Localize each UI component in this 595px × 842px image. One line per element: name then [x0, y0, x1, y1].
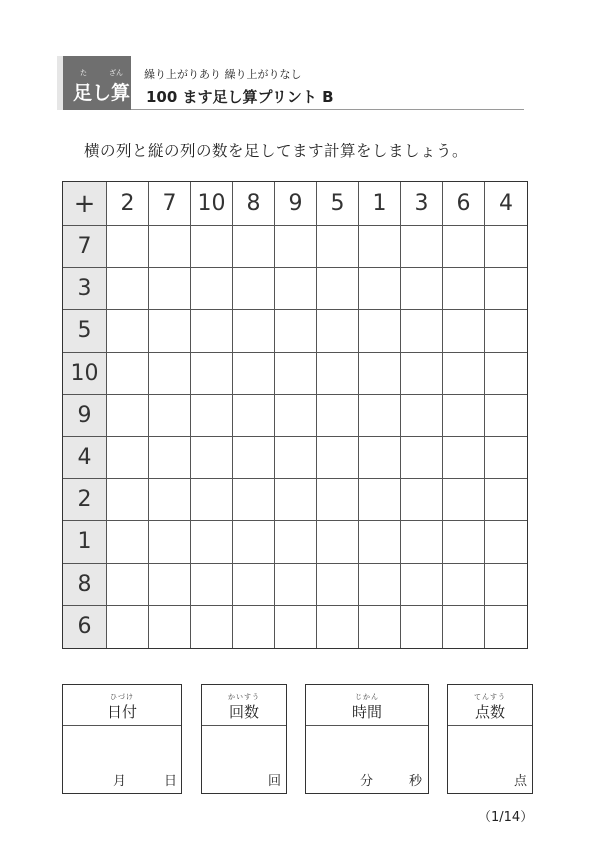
answer-cell[interactable]	[191, 437, 233, 479]
answer-cell[interactable]	[359, 564, 401, 606]
badge-label: 足し算	[73, 82, 131, 104]
time-label: 時間	[351, 703, 382, 721]
answer-cell[interactable]	[233, 564, 275, 606]
answer-cell[interactable]	[485, 564, 527, 606]
answer-cell[interactable]	[401, 564, 443, 606]
answer-cell[interactable]	[275, 310, 317, 352]
answer-cell[interactable]	[107, 395, 149, 437]
plus-sign-corner: +	[63, 182, 107, 226]
answer-cell[interactable]	[359, 353, 401, 395]
time-box-header	[306, 685, 428, 726]
time-ruby: じかん	[355, 693, 379, 701]
subtitle: 繰り上がりあり 繰り上がりなし	[144, 68, 302, 81]
answer-cell[interactable]	[485, 521, 527, 563]
answer-cell[interactable]	[107, 437, 149, 479]
answer-cell[interactable]	[191, 226, 233, 268]
date-label: 日付	[106, 703, 137, 721]
answer-cell[interactable]	[149, 395, 191, 437]
title-badge-fill	[63, 56, 131, 110]
score-box-header	[448, 685, 532, 726]
answer-cell[interactable]	[317, 268, 359, 310]
count-box-header	[202, 685, 286, 726]
answer-cell[interactable]	[485, 226, 527, 268]
answer-cell[interactable]	[191, 310, 233, 352]
answer-cell[interactable]	[275, 606, 317, 648]
answer-cell[interactable]	[317, 226, 359, 268]
answer-cell[interactable]	[149, 310, 191, 352]
answer-cell[interactable]	[485, 353, 527, 395]
answer-cell[interactable]	[275, 395, 317, 437]
answer-cell[interactable]	[275, 437, 317, 479]
answer-cell[interactable]	[485, 606, 527, 648]
answer-cell[interactable]	[233, 606, 275, 648]
answer-cell[interactable]	[401, 353, 443, 395]
answer-cell[interactable]	[317, 310, 359, 352]
column-header-cell: 7	[149, 182, 191, 226]
answer-cell[interactable]	[317, 437, 359, 479]
title-badge	[57, 56, 131, 110]
title-underline	[131, 109, 524, 110]
answer-cell[interactable]	[107, 606, 149, 648]
answer-cell[interactable]	[149, 606, 191, 648]
answer-cell[interactable]	[107, 268, 149, 310]
score-label: 点数	[474, 703, 505, 721]
row-header-cell: 10	[63, 353, 107, 395]
answer-cell[interactable]	[191, 564, 233, 606]
answer-cell[interactable]	[443, 310, 485, 352]
date-ruby: ひづけ	[110, 693, 134, 701]
answer-cell[interactable]	[191, 479, 233, 521]
answer-cell[interactable]	[401, 310, 443, 352]
answer-cell[interactable]	[359, 268, 401, 310]
answer-cell[interactable]	[233, 310, 275, 352]
answer-cell[interactable]	[317, 564, 359, 606]
column-header-cell: 1	[359, 182, 401, 226]
answer-cell[interactable]	[359, 521, 401, 563]
answer-cell[interactable]	[233, 521, 275, 563]
answer-cell[interactable]	[443, 564, 485, 606]
answer-cell[interactable]	[107, 564, 149, 606]
answer-cell[interactable]	[443, 479, 485, 521]
date-box	[62, 684, 182, 794]
answer-cell[interactable]	[191, 395, 233, 437]
row-header-cell: 1	[63, 521, 107, 563]
answer-cell[interactable]	[233, 226, 275, 268]
count-ruby: かいすう	[228, 693, 260, 701]
column-header-cell: 9	[275, 182, 317, 226]
answer-cell[interactable]	[443, 521, 485, 563]
answer-cell[interactable]	[107, 226, 149, 268]
answer-cell[interactable]	[275, 521, 317, 563]
answer-cell[interactable]	[401, 479, 443, 521]
answer-cell[interactable]	[149, 479, 191, 521]
column-header-cell: 2	[107, 182, 149, 226]
answer-cell[interactable]	[401, 521, 443, 563]
answer-cell[interactable]	[149, 564, 191, 606]
count-box	[201, 684, 287, 794]
answer-cell[interactable]	[149, 226, 191, 268]
instruction-text: 横の列と縦の列の数を足してます計算をしましょう。	[84, 142, 469, 160]
row-header-cell: 6	[63, 606, 107, 648]
month-unit: 月	[113, 774, 127, 789]
answer-cell[interactable]	[317, 606, 359, 648]
answer-cell[interactable]	[443, 606, 485, 648]
answer-cell[interactable]	[443, 268, 485, 310]
second-unit: 秒	[409, 774, 423, 789]
day-unit: 日	[164, 774, 178, 789]
row-header-cell: 8	[63, 564, 107, 606]
answer-cell[interactable]	[191, 521, 233, 563]
answer-cell[interactable]	[317, 479, 359, 521]
row-header-cell: 9	[63, 395, 107, 437]
answer-cell[interactable]	[401, 606, 443, 648]
answer-cell[interactable]	[485, 395, 527, 437]
answer-cell[interactable]	[275, 479, 317, 521]
answer-cell[interactable]	[359, 437, 401, 479]
answer-cell[interactable]	[191, 268, 233, 310]
answer-cell[interactable]	[317, 395, 359, 437]
answer-cell[interactable]	[485, 437, 527, 479]
row-header-cell: 5	[63, 310, 107, 352]
answer-cell[interactable]	[443, 226, 485, 268]
answer-cell[interactable]	[485, 310, 527, 352]
count-label: 回数	[228, 703, 259, 721]
answer-cell[interactable]	[191, 606, 233, 648]
badge-ruby-zan: ざん	[109, 69, 123, 77]
answer-cell[interactable]	[191, 353, 233, 395]
score-box	[447, 684, 533, 794]
answer-cell[interactable]	[401, 226, 443, 268]
answer-cell[interactable]	[401, 268, 443, 310]
answer-cell[interactable]	[233, 353, 275, 395]
answer-cell[interactable]	[149, 521, 191, 563]
answer-cell[interactable]	[275, 226, 317, 268]
answer-cell[interactable]	[359, 395, 401, 437]
answer-cell[interactable]	[233, 395, 275, 437]
column-header-cell: 6	[443, 182, 485, 226]
column-header-cell: 8	[233, 182, 275, 226]
time-box	[305, 684, 429, 794]
answer-cell[interactable]	[275, 268, 317, 310]
column-header-cell: 4	[485, 182, 527, 226]
answer-cell[interactable]	[443, 353, 485, 395]
answer-cell[interactable]	[275, 564, 317, 606]
answer-cell[interactable]	[317, 521, 359, 563]
row-header-cell: 4	[63, 437, 107, 479]
answer-cell[interactable]	[359, 479, 401, 521]
column-header-cell: 5	[317, 182, 359, 226]
answer-cell[interactable]	[359, 310, 401, 352]
answer-cell[interactable]	[233, 437, 275, 479]
answer-cell[interactable]	[107, 479, 149, 521]
row-header-cell: 7	[63, 226, 107, 268]
badge-ruby-ta: た	[80, 69, 87, 77]
answer-cell[interactable]	[401, 437, 443, 479]
answer-cell[interactable]	[443, 437, 485, 479]
minute-unit: 分	[360, 774, 374, 789]
answer-cell[interactable]	[107, 521, 149, 563]
column-header-cell: 10	[191, 182, 233, 226]
answer-cell[interactable]	[107, 353, 149, 395]
answer-cell[interactable]	[401, 395, 443, 437]
answer-cell[interactable]	[317, 353, 359, 395]
answer-cell[interactable]	[233, 479, 275, 521]
count-unit: 回	[268, 774, 282, 789]
score-unit: 点	[514, 774, 528, 789]
answer-cell[interactable]	[233, 268, 275, 310]
column-header-cell: 3	[401, 182, 443, 226]
answer-cell[interactable]	[485, 268, 527, 310]
hundred-square-grid	[62, 181, 528, 649]
row-header-cell: 3	[63, 268, 107, 310]
answer-cell[interactable]	[149, 268, 191, 310]
page-title: 100 ます足し算プリント B	[146, 88, 334, 106]
score-ruby: てんすう	[474, 693, 506, 701]
page-number: （1/14）	[478, 810, 534, 825]
answer-cell[interactable]	[485, 479, 527, 521]
answer-cell[interactable]	[149, 353, 191, 395]
answer-cell[interactable]	[359, 606, 401, 648]
answer-cell[interactable]	[107, 310, 149, 352]
date-box-header	[63, 685, 181, 726]
answer-cell[interactable]	[149, 437, 191, 479]
answer-cell[interactable]	[275, 353, 317, 395]
row-header-cell: 2	[63, 479, 107, 521]
answer-cell[interactable]	[359, 226, 401, 268]
answer-cell[interactable]	[443, 395, 485, 437]
